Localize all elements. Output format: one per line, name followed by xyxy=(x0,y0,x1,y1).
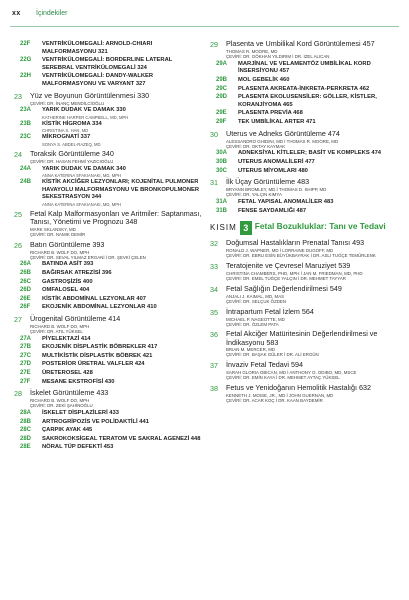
header-rule xyxy=(10,26,399,27)
section-id: 26D xyxy=(20,287,32,294)
chapter-heading[interactable] xyxy=(210,361,398,370)
toc-chapter xyxy=(210,361,398,381)
chapter-authors: BRIAN M. MERCER, MD xyxy=(226,347,276,353)
section-entry[interactable] xyxy=(20,179,204,202)
toc-chapter xyxy=(210,239,398,259)
section-title: TEK UMBİLİKAL ARTER 471 xyxy=(238,118,316,125)
section-id: 24B xyxy=(20,179,32,186)
chapter-translators: ÇEVİRİ: DR. YALÇIN KIMYA xyxy=(226,192,282,198)
chapter-title: Fetus ve Yenidoğanın Hemolitik Hastalığı 632 xyxy=(226,382,372,392)
chapter-heading[interactable] xyxy=(210,384,398,393)
chapter-translators: ÇEVİRİ: DR. BAŞAK GÜLER İ DR. ALİ ERGÜN xyxy=(226,352,319,358)
section-title: YARIK DUDAK VE DAMAK 340 xyxy=(42,165,126,172)
section-id: 26B xyxy=(20,269,32,276)
chapter-authors: MICHAEL P. NAGEOTTE, MD xyxy=(226,316,285,322)
section-title: MOL GEBELİK 460 xyxy=(238,76,290,83)
chapter-heading[interactable] xyxy=(210,239,398,248)
toc-chapter xyxy=(210,308,398,328)
section-entry[interactable] xyxy=(20,436,204,444)
chapter-heading[interactable] xyxy=(14,210,204,227)
section-title: ARTROGRİPOZİS VE POLİDAKTİLİ 441 xyxy=(42,418,149,425)
section-title: FETAL YAPISAL ANOMALİLER 483 xyxy=(238,198,334,205)
chapter-number: 23 xyxy=(14,91,22,101)
toc-chapter xyxy=(14,92,204,147)
section-id: 28B xyxy=(20,418,32,425)
page-number: xx xyxy=(12,10,21,17)
toc-chapter xyxy=(14,389,204,452)
section-id: 26E xyxy=(20,295,31,302)
chapter-authors: RICHARD B. WOLF DO, MPH xyxy=(30,249,90,255)
section-entry[interactable] xyxy=(216,86,398,94)
toc-chapter xyxy=(210,178,398,215)
section-author: ANNA KATERINA SFAKIANAKI, MD, MPH xyxy=(42,201,122,207)
chapter-number: 32 xyxy=(210,239,218,249)
chapter-title: Fetal Sağlığın Değerlendirilmesi 549 xyxy=(226,283,342,293)
chapter-number: 36 xyxy=(210,330,218,340)
section-id: 22G xyxy=(20,57,32,64)
section-id: 30A xyxy=(216,150,228,157)
section-entry[interactable] xyxy=(20,107,204,115)
chapter-authors: MARK SKLANSKY, MD xyxy=(30,226,76,232)
section-id: 27B xyxy=(20,344,32,351)
section-entry[interactable] xyxy=(216,119,398,127)
section-id: 26F xyxy=(20,304,31,311)
section-entry[interactable] xyxy=(20,379,204,387)
section-entry[interactable] xyxy=(20,419,204,427)
section-id: 30B xyxy=(216,158,228,165)
chapter-authors: ALESSANDRO GHIDINI, MD İ THOMAS R. MOORE, MD xyxy=(226,138,339,144)
section-id: 26A xyxy=(20,261,32,268)
chapter-title: Batın Görüntüleme 393 xyxy=(30,239,105,249)
part-heading xyxy=(210,221,398,235)
chapter-translators: ÇEVİRİ: DR. ACAR KOÇ İ DR. KAAN BAYDEMİR xyxy=(226,397,323,403)
chapter-authors: RICHARD B. WOLF DO, MPH xyxy=(30,398,90,404)
section-title: SAKROKOKSİGEAL TERATOM VE SAKRAL AGENEZİ 448 xyxy=(42,435,201,442)
section-entry[interactable] xyxy=(20,73,204,88)
chapter-heading[interactable] xyxy=(210,178,398,187)
chapter-title: Fetal Kalp Malformasyonları ve Aritmiler: Saptanması, Tanısı, Yönetimi ve Prognozu 348 xyxy=(30,208,202,227)
right-column-part3-chapters xyxy=(210,239,398,403)
section-id: 27A xyxy=(20,335,32,342)
section-title: GASTROŞİZİS 400 xyxy=(42,278,93,285)
chapter-heading[interactable] xyxy=(210,130,398,139)
section-title: MULTİKİSTİK DİSPLASTİK BÖBREK 421 xyxy=(42,352,153,359)
section-title: POSTERİOR ÜRETRAL VALFLER 424 xyxy=(42,361,145,368)
section-entry[interactable] xyxy=(20,121,204,129)
section-id: 27D xyxy=(20,361,32,368)
chapter-translators: ÇEVİRİ: DR. EMİN KAYA İ DR. MEHMET AYTAÇ YÜKSEL xyxy=(226,375,340,381)
chapter-number: 25 xyxy=(14,209,22,219)
section-entry[interactable] xyxy=(20,353,204,361)
section-entry[interactable] xyxy=(20,270,204,278)
section-id: 29C xyxy=(216,85,228,92)
chapter-title: Yüz ve Boyunun Görüntülenmesi 330 xyxy=(30,90,150,100)
section-id: 29F xyxy=(216,118,227,125)
right-column xyxy=(210,40,398,407)
chapter-title: İntrapartum Fetal İzlem 564 xyxy=(226,306,314,316)
section-entry[interactable] xyxy=(216,94,398,109)
chapter-heading[interactable] xyxy=(210,308,398,317)
left-column xyxy=(14,40,204,455)
chapter-number: 37 xyxy=(210,360,218,370)
section-entry[interactable] xyxy=(216,168,398,176)
section-author: SONYA S. ABDEL-RAZEQ, MD xyxy=(42,141,101,147)
chapter-number: 24 xyxy=(14,149,22,159)
section-id: 29A xyxy=(216,60,228,67)
chapter-number: 26 xyxy=(14,240,22,250)
section-entry[interactable] xyxy=(20,444,204,452)
section-entry[interactable] xyxy=(216,150,398,158)
section-title: KİSTİK ABDOMİNAL LEZYONLAR 407 xyxy=(42,295,147,302)
section-id: 28D xyxy=(20,435,32,442)
section-title: MİKROGNATİ 337 xyxy=(42,134,91,141)
toc-chapter xyxy=(210,384,398,404)
chapter-heading[interactable] xyxy=(210,40,398,49)
section-id: 31A xyxy=(216,198,228,205)
chapter-translators: ÇEVİRİ: DR. SEVAL YILMAZ ERGANİ İ DR. ŞEVKİ ÇELEN xyxy=(30,254,146,260)
chapter-heading[interactable] xyxy=(210,330,398,347)
chapter-translators: ÇEVİRİ: DR. NAMIK DEMİR xyxy=(30,231,86,237)
chapter-number: 33 xyxy=(210,261,218,271)
chapter-title: İnvaziv Fetal Tedavi 594 xyxy=(226,359,303,369)
section-title: KİSTİK AKCİĞER LEZYONLARI; KOJENİTAL PULMONER HAVAYOLU MALFORMASYONU VE BRONKOPULMONER SEKESTRASYON 344 xyxy=(42,179,200,201)
chapter-title: Uterus ve Adneks Görüntüleme 474 xyxy=(226,128,340,138)
section-entry[interactable] xyxy=(20,427,204,435)
section-id: 28C xyxy=(20,427,32,434)
section-entry[interactable] xyxy=(216,110,398,118)
chapter-translators: ÇEVİRİ: DR. İNANÇ MENDİLCİOĞLU xyxy=(30,100,105,106)
section-title: MARJİNAL VE VELAMENTÖZ UMBİLİKAL KORD İNSERSİYONU 457 xyxy=(238,60,371,75)
right-column-chapters xyxy=(210,40,398,215)
chapter-number: 27 xyxy=(14,314,22,324)
chapter-number: 29 xyxy=(210,40,218,49)
chapter-translators: ÇEVİRİ: DR. SELÇUK ÖZDEN xyxy=(226,298,287,304)
toc-chapter xyxy=(14,41,204,89)
section-id: 27E xyxy=(20,370,31,377)
chapter-title: Plasenta ve Umbilikal Kord Görüntülemesi 457 xyxy=(226,39,375,48)
toc-chapter xyxy=(210,285,398,305)
chapter-number: 31 xyxy=(210,178,218,188)
section-entry[interactable] xyxy=(216,159,398,167)
part-number: 3 xyxy=(240,221,252,235)
section-entry[interactable] xyxy=(20,261,204,269)
chapter-authors: BRYANN BROMLEY, MD İ THOMAS D. SHIPP, MD xyxy=(226,187,327,193)
section-id: 23A xyxy=(20,107,32,114)
toc-chapter xyxy=(14,241,204,312)
section-entry[interactable] xyxy=(20,410,204,418)
chapter-title: Toraksik Görüntüleme 340 xyxy=(30,148,114,158)
section-id: 28A xyxy=(20,410,32,417)
chapter-number: 35 xyxy=(210,307,218,317)
section-title: OMFALOSEL 404 xyxy=(42,287,90,294)
section-id: 30C xyxy=(216,167,228,174)
section-title: PLASENTA EKOLUSENSİLER: GÖLLER, KİSTLER, KORANJİYOMA 465 xyxy=(238,94,377,108)
section-id: 23C xyxy=(20,134,32,141)
chapter-heading[interactable] xyxy=(14,241,204,250)
section-author: CHRISTINA S. HAN, MD xyxy=(42,128,89,134)
section-title: ADNEKSİYAL KİTLELER; BASİT VE KOMPLEKS 474 xyxy=(238,150,382,157)
section-id: 26C xyxy=(20,278,32,285)
chapter-authors: THOMAS R. MOORE, MD xyxy=(226,49,278,54)
chapter-heading[interactable] xyxy=(14,315,204,324)
page-header xyxy=(0,0,409,32)
chapter-title: Teratojenite ve Çevresel Maruziyet 539 xyxy=(226,260,351,270)
section-entry[interactable] xyxy=(216,208,398,216)
toc-chapter xyxy=(210,330,398,358)
section-id: 27F xyxy=(20,378,31,385)
toc-chapter xyxy=(14,150,204,207)
chapter-title: İlk Üçay Görüntüleme 483 xyxy=(226,177,310,187)
section-id: 29B xyxy=(216,76,228,83)
chapter-heading[interactable] xyxy=(210,262,398,271)
chapter-heading[interactable] xyxy=(14,150,204,159)
section-title: VENTRİKÜLOMEGALİ: DANDY-WALKER MALFORMASYONU VE VARYANT 327 xyxy=(42,73,154,87)
chapter-title: Ürogenital Görüntüleme 414 xyxy=(30,313,121,323)
chapter-translators: ÇEVİRİ: DR. OKTAY KAYMAK xyxy=(226,143,286,149)
section-entry[interactable] xyxy=(216,77,398,85)
toc-chapter xyxy=(14,315,204,386)
section-entry[interactable] xyxy=(20,166,204,174)
section-entry[interactable] xyxy=(20,370,204,378)
section-id: 22F xyxy=(20,41,31,47)
section-id: 24A xyxy=(20,165,32,172)
running-title: İçindekiler xyxy=(36,10,68,17)
chapter-heading[interactable] xyxy=(210,285,398,294)
section-entry[interactable] xyxy=(20,296,204,304)
chapter-number: 34 xyxy=(210,284,218,294)
toc-chapter xyxy=(210,262,398,282)
chapter-title: Doğumsal Hastalıkların Prenatal Tanısı 493 xyxy=(226,238,365,248)
section-entry[interactable] xyxy=(20,134,204,142)
chapter-title: İskelet Görüntüleme 433 xyxy=(30,388,109,398)
section-title: EKOJENİK DİSPLASTİK BÖBREKLER 417 xyxy=(42,344,158,351)
section-id: 22H xyxy=(20,73,32,80)
section-author: KATHERINE HARPER CAMPBELL, MD, MPH xyxy=(42,114,129,120)
section-title: NÖRAL TÜP DEFEKTİ 453 xyxy=(42,444,114,451)
chapter-translators: ÇEVİRİ: DR. ZEKİ ŞAHİNOĞLU xyxy=(30,403,93,409)
toc-chapter xyxy=(14,210,204,238)
section-id: 28E xyxy=(20,444,31,451)
chapter-authors: CHRISTINA CHAMBERS, PHD, MPH İ JAN M. FRIEDMAN, MD, PHD xyxy=(226,270,363,276)
chapter-number: 38 xyxy=(210,383,218,393)
section-id: 29D xyxy=(216,94,228,101)
chapter-translators: ÇEVİRİ: DR. HASAN FEHMİ YAZICIOĞLU xyxy=(30,158,114,164)
section-title: ÇARPIK AYAK 445 xyxy=(42,427,93,434)
chapter-number: 28 xyxy=(14,389,22,399)
section-entry[interactable] xyxy=(20,287,204,295)
section-title: PİYELEKTAZİ 414 xyxy=(42,335,91,342)
section-entry[interactable] xyxy=(20,361,204,369)
chapter-title: Fetal Akciğer Matüritesinin Değerlendirilmesi ve İndikasyonu 583 xyxy=(226,329,378,347)
chapter-heading[interactable] xyxy=(14,92,204,101)
chapter-authors: RICHARD B. WOLF DO, MPH xyxy=(30,323,90,329)
part-title: Fetal Bozukluklar: Tanı ve Tedavi xyxy=(254,221,386,232)
chapter-translators: ÇEVİRİ: DR. EMEL TUĞÇE YALÇIN İ DR. MEHMET TAYYAR xyxy=(226,276,346,282)
section-entry[interactable] xyxy=(216,199,398,207)
section-title: KİSTİK HİGROMA 334 xyxy=(42,120,102,127)
part-label: KISIM xyxy=(210,223,237,233)
toc-chapter xyxy=(210,40,398,127)
section-title: BATINDA ASİT 393 xyxy=(42,261,94,268)
section-id: 23B xyxy=(20,120,32,127)
chapter-authors: RONALD J. WAPNER, MD İ LORRAINE DUGOFF, MD xyxy=(226,248,334,254)
chapter-authors: KENNETH J. MOISE, JR., MD İ JOHN GUERNAN, MD xyxy=(226,392,334,398)
section-id: 31B xyxy=(216,207,228,214)
chapter-translators: ÇEVİRİ: DR. EBRU ESİN BÜYÜKBAYRAK İ DR. ASLI TUĞÇE TEMÜRLENK xyxy=(226,253,376,259)
section-title: VENTRİKÜLOMEGALİ: BORDERLINE LATERAL SEREBRAL VENTRİKÜLOMEGALİ 324 xyxy=(42,57,173,71)
section-entry[interactable] xyxy=(216,61,398,76)
section-title: PLASENTA AKREATA-İNKRETA-PERKRETA 462 xyxy=(238,85,370,92)
section-title: ÜRETEROSEL 428 xyxy=(42,370,93,377)
section-title: UTERUS ANOMALİLERİ 477 xyxy=(238,158,315,165)
chapter-translators: ÇEVİRİ: DR. ÖZLEM PATA xyxy=(226,321,279,327)
chapter-translators: ÇEVİRİ: DR. ATIL YÜKSEL xyxy=(30,329,83,335)
chapter-heading[interactable] xyxy=(14,389,204,398)
section-title: VENTRİKÜLOMEGALİ: ARNOLD-CHIARI MALFORMASYONU 321 xyxy=(42,41,153,55)
section-entry[interactable] xyxy=(20,279,204,287)
section-title: PLASENTA PREVİA 468 xyxy=(238,110,303,117)
section-entry[interactable] xyxy=(20,336,204,344)
chapter-authors: ANJALI J. KAIMAL, MD, MAS xyxy=(226,293,285,299)
section-entry[interactable] xyxy=(20,57,204,72)
section-title: FENSE SAYDAMLIĞI 487 xyxy=(238,207,307,214)
chapter-authors: SARAH GLORIA OBICAN, MD İ ANTHONY O. ODIBO, MD, MSCE xyxy=(226,369,357,375)
section-entry[interactable] xyxy=(20,304,204,312)
toc-chapter xyxy=(210,130,398,176)
section-title: İSKELET DİSPLAZİLERİ 433 xyxy=(42,410,119,417)
chapter-number: 30 xyxy=(210,129,218,139)
chapter-translators: ÇEVİRİ: DR. GÖKHAN YILDIRIM İ DR. İZEL ALICAN xyxy=(226,54,330,60)
section-title: EKOJENİK ABDOMİNAL LEZYONLAR 410 xyxy=(42,304,157,311)
section-title: MESANE EKSTROFİSİ 430 xyxy=(42,378,115,385)
section-id: 27C xyxy=(20,352,32,359)
section-entry[interactable] xyxy=(20,41,204,56)
section-author: ANNA KATERINA SFAKIANAKI, MD, MPH xyxy=(42,173,122,179)
section-entry[interactable] xyxy=(20,344,204,352)
section-title: BAĞIRSAK ATREZİSİ 396 xyxy=(42,269,112,276)
section-title: UTERUS MİYOMLARI 480 xyxy=(238,167,308,174)
section-id: 29E xyxy=(216,110,227,117)
section-title: YARIK DUDAK VE DAMAK 330 xyxy=(42,107,126,114)
